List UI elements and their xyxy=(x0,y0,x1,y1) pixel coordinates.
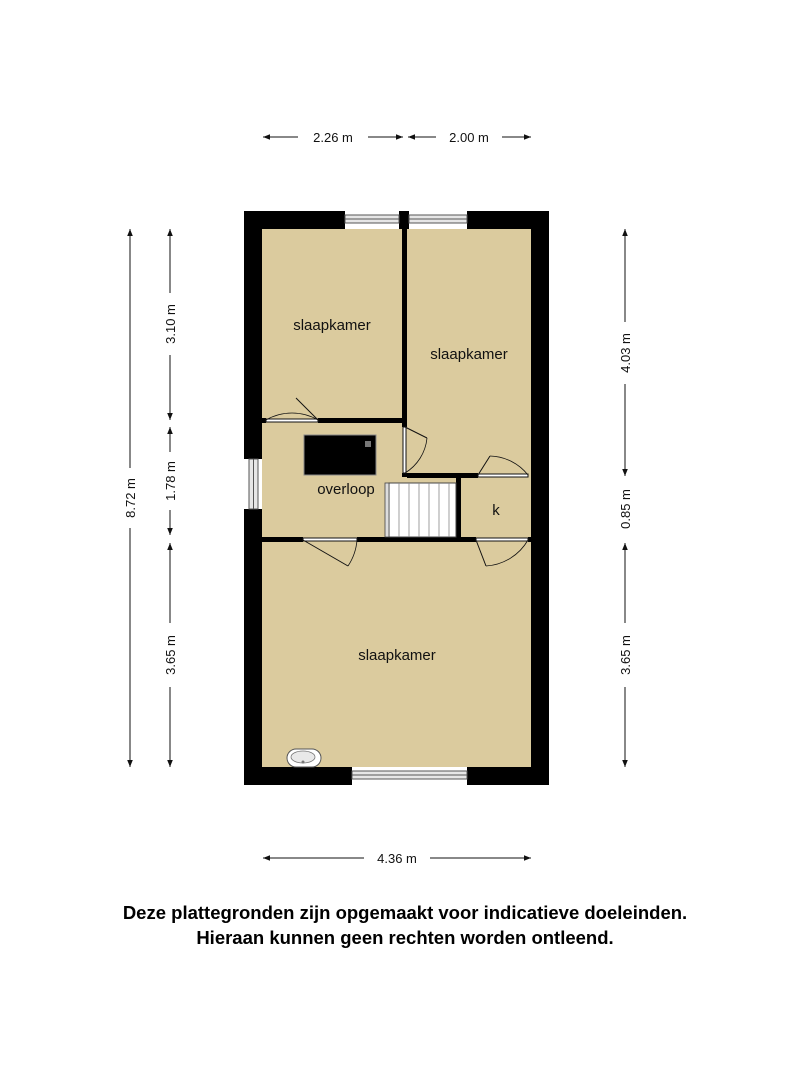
staircase xyxy=(385,483,456,537)
dimension-label-right-1: 4.03 m xyxy=(618,333,633,373)
landing-furniture xyxy=(304,435,376,475)
room-label-bedroom-top-left: slaapkamer xyxy=(293,317,371,334)
dimension-right-3 xyxy=(618,543,633,767)
room-label-bedroom-bottom: slaapkamer xyxy=(358,647,436,664)
dimension-right-2 xyxy=(618,483,633,529)
room-label-bedroom-top-right: slaapkamer xyxy=(430,346,508,363)
disclaimer-line-1: Deze plattegronden zijn opgemaakt voor indicatieve doeleinden. xyxy=(122,902,688,923)
dimension-label-right-3: 3.65 m xyxy=(618,635,633,675)
room-label-closet: k xyxy=(492,502,500,519)
dimension-left-1 xyxy=(163,229,178,420)
disclaimer xyxy=(0,900,810,950)
dimension-left-2 xyxy=(163,427,178,535)
dimension-label-top-right: 2.00 m xyxy=(449,130,489,145)
disclaimer-line-2: Hieraan kunnen geen rechten worden ontleend. xyxy=(196,927,614,948)
dimension-label-left-1: 3.10 m xyxy=(163,304,178,344)
dimension-top-left xyxy=(263,130,403,145)
dimension-label-left-total: 8.72 m xyxy=(123,478,138,518)
dimension-left-total xyxy=(123,229,138,767)
dimension-top-right xyxy=(408,130,531,145)
dimension-bottom xyxy=(263,851,531,866)
dimension-left-3 xyxy=(163,543,178,767)
sink xyxy=(287,749,321,767)
dimension-label-left-2: 1.78 m xyxy=(163,461,178,501)
dimension-right-1 xyxy=(618,229,633,476)
dimension-label-top-left: 2.26 m xyxy=(313,130,353,145)
room-label-landing: overloop xyxy=(317,481,375,498)
dimension-label-left-3: 3.65 m xyxy=(163,635,178,675)
dimension-label-right-2: 0.85 m xyxy=(618,489,633,529)
dimension-label-bottom: 4.36 m xyxy=(377,851,417,866)
